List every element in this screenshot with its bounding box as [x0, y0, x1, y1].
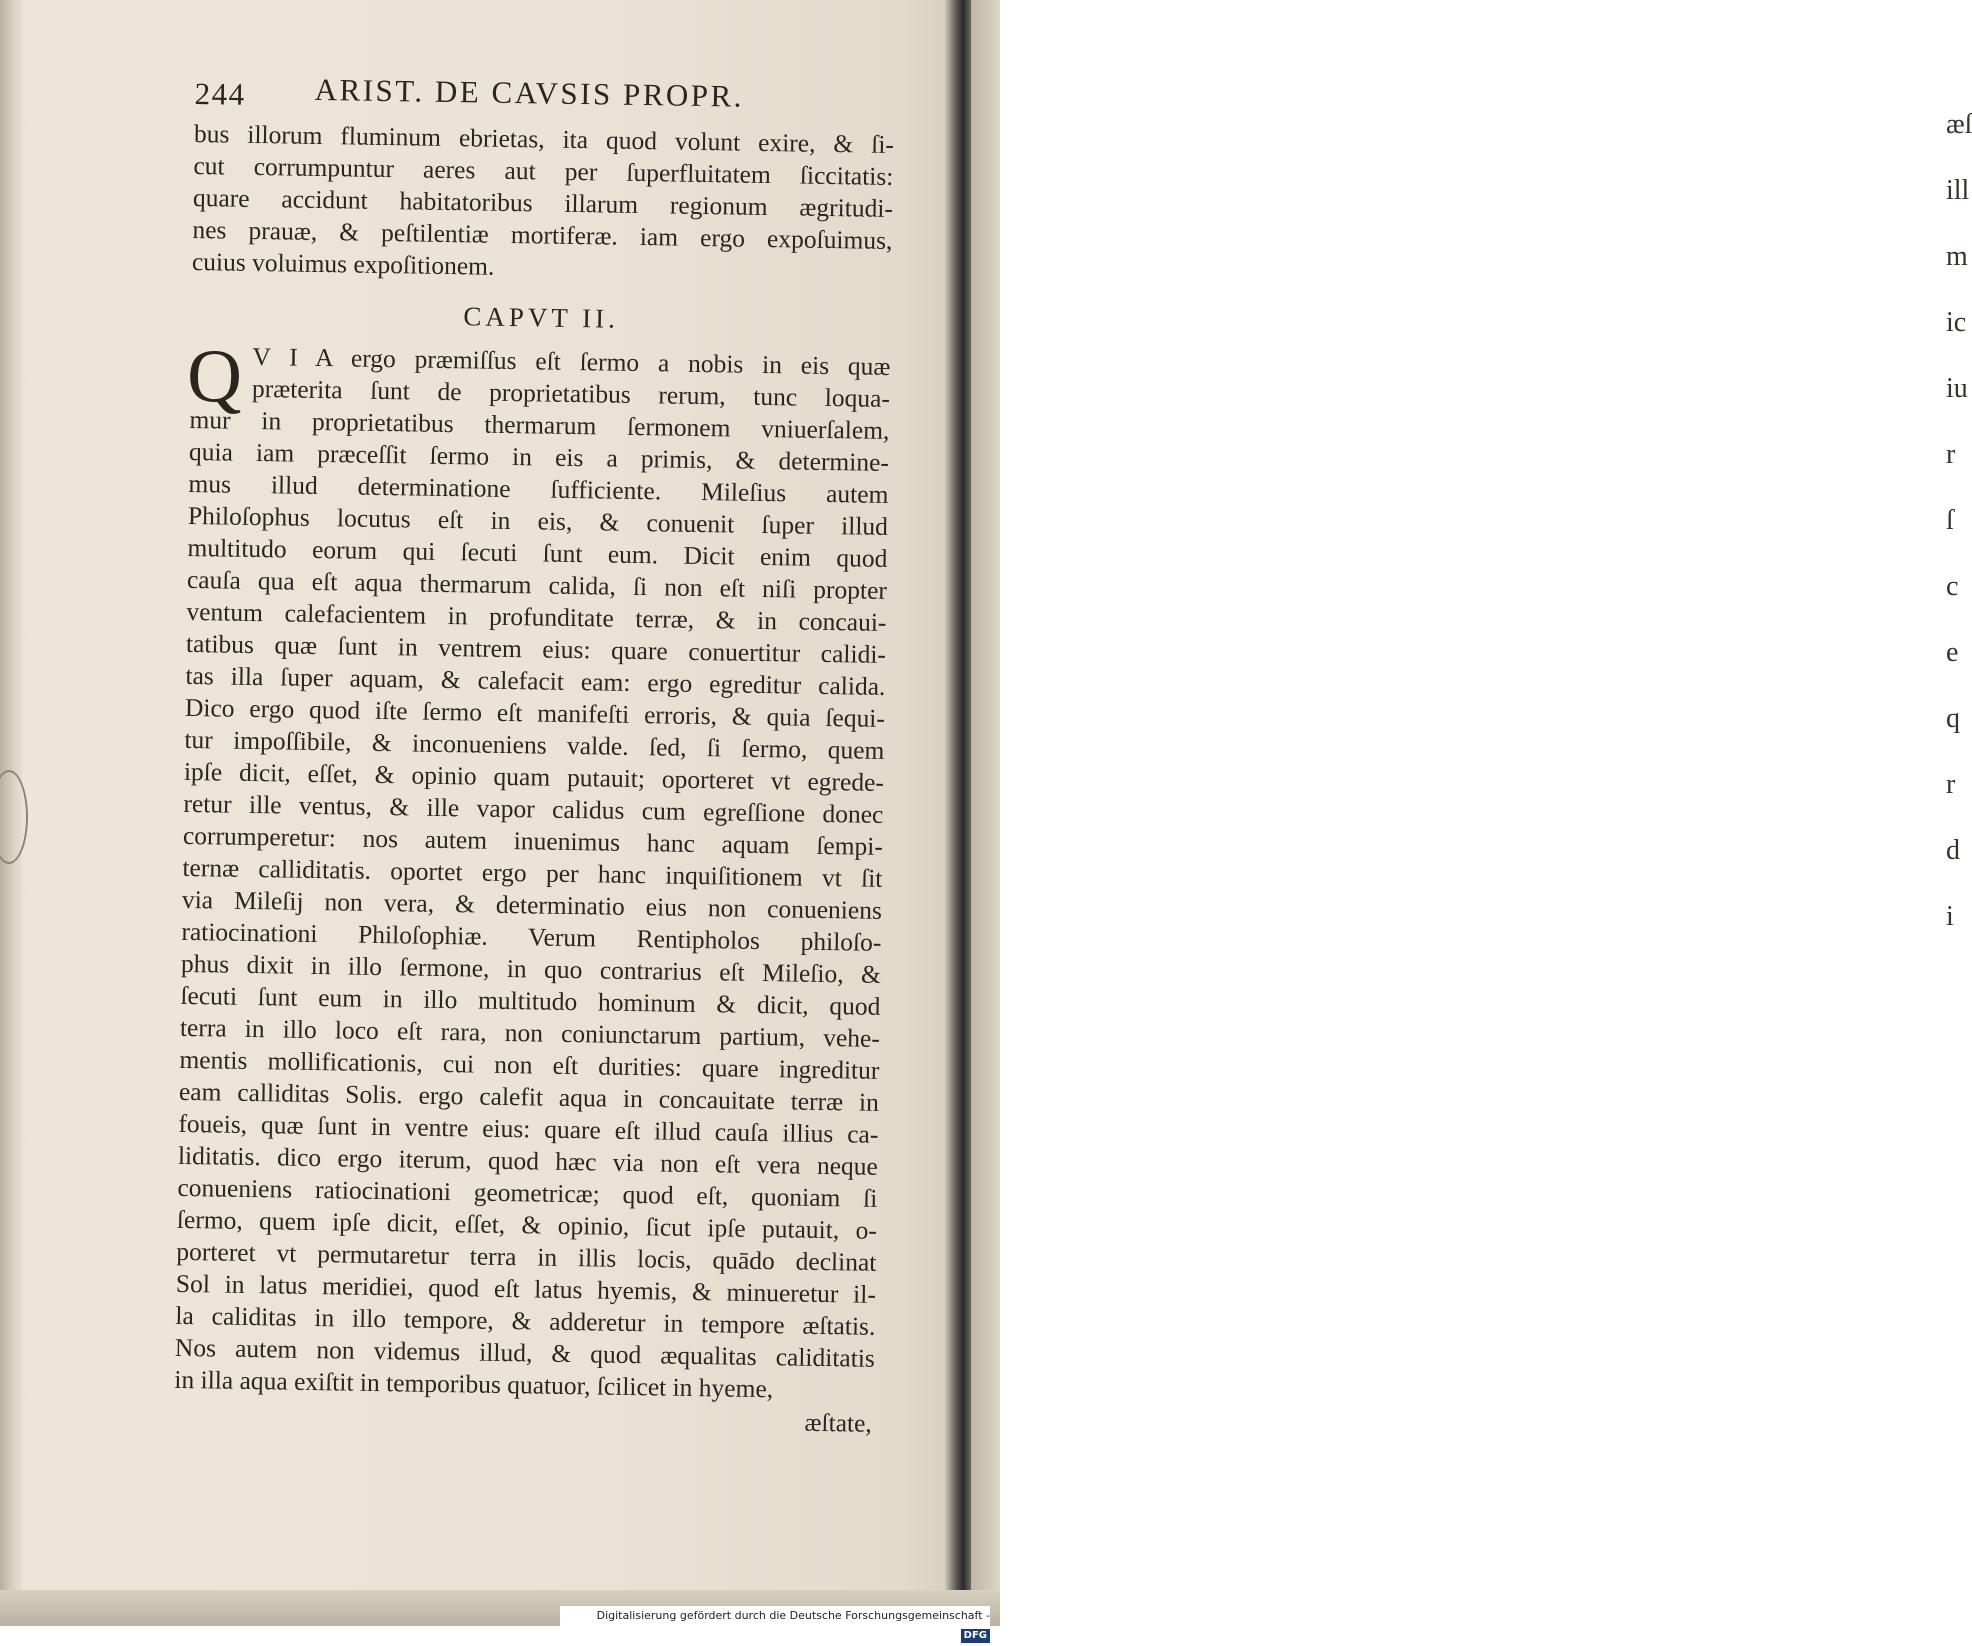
dfg-logo: DFG	[961, 1629, 990, 1643]
text-line: tas illa ſuper aquam, & calefacit eam: ergo egreditur calida.	[185, 660, 886, 701]
text-line: quia iam præceſſit ſermo in eis a primis, & determine-	[188, 436, 890, 477]
marginal-fragment: e	[1946, 637, 1959, 668]
text-line: liditatis. dico ergo iterum, quod hæc via non eſt vera neque	[177, 1140, 879, 1181]
marginal-fragment: æſ	[1946, 109, 1972, 140]
text-line: la caliditas in illo tempore, & adderetur in tempore æſtatis.	[175, 1300, 876, 1341]
chapter-heading: CAPVT II.	[463, 301, 620, 334]
text-line: ventum calefacientem in profunditate terræ, & in concaui-	[186, 596, 887, 637]
text-line: in illa aqua exiſtit in temporibus quatuor, ſcilicet in hyeme,	[174, 1364, 774, 1404]
marginal-fragment: r	[1946, 769, 1956, 800]
text-line: eam calliditas Solis. ergo calefit aqua in concauitate terræ in	[178, 1076, 880, 1117]
text-line: Sol in latus meridiei, quod eſt latus hyemis, & minueretur il-	[175, 1268, 877, 1309]
text-line: retur ille ventus, & ille vapor calidus cum egreſſione donec	[183, 788, 884, 829]
facing-page-edge	[971, 0, 1972, 1626]
paragraph-2	[174, 333, 891, 1407]
book-clasp-mark	[0, 770, 28, 864]
text-line: Dico ergo quod iſte ſermo eſt manifeſti erroris, & quia ſequi-	[184, 692, 886, 733]
text-line: ternæ calliditatis. oportet ergo per hanc inquiſitionem vt ſit	[182, 852, 883, 893]
text-line: cauſa qua eſt aqua thermarum calida, ſi non eſt niſi propter	[186, 564, 888, 605]
text-line: nes prauæ, & peſtilentiæ mortiferæ. iam ergo expoſuimus,	[192, 214, 893, 255]
catchword: æſtate,	[804, 1407, 873, 1438]
book-gutter	[945, 0, 971, 1626]
text-line: conueniens ratiocinationi geometricæ; quod eſt, quoniam ſi	[177, 1172, 878, 1213]
text-line: porteret vt permutaretur terra in illis locis, quādo declinat	[176, 1236, 877, 1277]
marginal-fragment: q	[1946, 703, 1960, 734]
text-line: phus dixit in illo ſermone, in quo contrarius eſt Mileſio, &	[180, 948, 882, 989]
digitization-credit	[560, 1606, 990, 1641]
drop-cap: Q	[186, 333, 243, 419]
text-line: quare accidunt habitatoribus illarum regionum ægritudi-	[192, 182, 894, 223]
marginal-fragment: ic	[1946, 307, 1967, 338]
marginal-fragment: m	[1946, 241, 1968, 272]
text-line: terra in illo loco eſt rara, non coniunctarum partium, vehe-	[179, 1012, 881, 1053]
page-header	[194, 70, 895, 127]
folio-number: 244	[194, 75, 246, 112]
marginal-fragment: ſ	[1946, 505, 1954, 536]
text-line: bus illorum fluminum ebrietas, ita quod volunt exire, & ſi-	[193, 118, 895, 159]
text-line: cut corrumpuntur aeres aut per ſuperfluitatem ſiccitatis:	[193, 150, 894, 191]
marginal-fragment: d	[1946, 835, 1960, 866]
text-line: ratiocinationi Philoſophiæ. Verum Rentipholos philoſo-	[181, 916, 882, 957]
running-title: ARIST. DE CAVSIS PROPR.	[314, 71, 745, 114]
text-line: multitudo eorum qui ſecuti ſunt eum. Dicit enim quod	[187, 532, 888, 573]
text-line: tatibus quæ ſunt in ventrem eius: quare conuertitur calidi-	[185, 628, 887, 669]
facing-page-marginalia	[1946, 108, 1971, 966]
text-line: Nos autem non videmus illud, & quod æqualitas caliditatis	[174, 1332, 876, 1373]
text-line: mentis mollificationis, cui non eſt durities: quare ingreditur	[179, 1044, 880, 1085]
marginal-fragment: i	[1946, 901, 1954, 932]
text-line: tur impoſſibile, & inconueniens valde. ſed, ſi ſermo, quem	[184, 724, 885, 765]
text-line: foueis, quæ ſunt in ventre eius: quare eſt illud cauſa illius ca-	[178, 1108, 879, 1149]
text-line: ipſe dicit, eſſet, & opinio quam putauit; oporteret vt egrede-	[183, 756, 885, 797]
text-line: præterita ſunt de proprietatibus rerum, tunc loqua-	[251, 373, 891, 413]
text-line: V I A ergo præmiſſus eſt ſermo a nobis in eis quæ	[252, 341, 891, 381]
marginal-fragment: ill	[1946, 175, 1970, 206]
marginal-fragment: iu	[1946, 373, 1968, 404]
text-line: via Mileſij non vera, & determinatio eius non conueniens	[181, 884, 883, 925]
text-line: ſermo, quem ipſe dicit, eſſet, & opinio, ſicut ipſe putauit, o-	[176, 1204, 878, 1245]
text-line: cuius voluimus expoſitionem.	[191, 246, 495, 281]
marginal-fragment: c	[1946, 571, 1959, 602]
text-line: mur in proprietatibus thermarum ſermonem vniuerſalem,	[189, 404, 890, 445]
text-block	[174, 70, 895, 1441]
marginal-fragment: r	[1946, 439, 1956, 470]
text-line: mus illud determinatione ſufficiente. Mileſius autem	[188, 468, 889, 509]
text-line: corrumperetur: nos autem inuenimus hanc aquam ſempi-	[182, 820, 884, 861]
text-line: ſecuti ſunt eum in illo multitudo hominum & dicit, quod	[180, 980, 881, 1021]
paragraph-1	[192, 118, 894, 289]
text-line: Philoſophus locutus eſt in eis, & conuenit ſuper illud	[187, 500, 889, 541]
credit-text: Digitalisierung gefördert durch die Deutsche Forschungsgemeinschaft -	[596, 1609, 990, 1622]
